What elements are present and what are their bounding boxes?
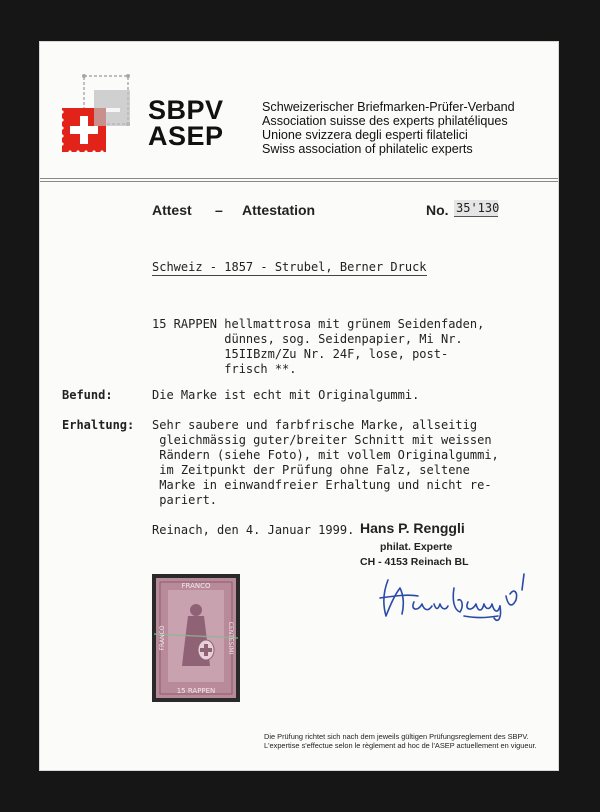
footer-line-fr: L'expertise s'effectue selon le règlement ad hoc de l'ASEP actuellement en vigueur. [264,741,537,750]
certificate-number-label: No. [426,202,449,218]
footer-note [264,732,537,750]
erhaltung-line: Rändern (siehe Foto), mit vollem Originalgummi, [152,448,499,462]
description-line: 15 RAPPEN hellmattrosa mit grünem Seidenfaden, [152,317,485,331]
stamp-left-text: FRANCO [159,625,166,651]
expert-name: Hans P. Renggli [360,520,465,536]
expert-address: CH - 4153 Reinach BL [360,556,469,568]
erhaltung-line: Marke in einwandfreier Erhaltung und nicht re- [152,478,492,492]
erhaltung-line: im Zeitpunkt der Prüfung ohne Falz, seltene [152,463,470,477]
divider-top-2 [40,181,558,182]
logo-asep-text: ASEP [148,121,224,151]
erhaltung-line: gleichmässig guter/breiter Schnitt mit weissen [152,433,492,447]
stamp-subject: Schweiz - 1857 - Strubel, Berner Druck [152,260,427,274]
expert-title: philat. Experte [380,541,453,553]
befund-text: Die Marke ist echt mit Originalgummi. [152,388,420,402]
attest-title-fr: Attestation [242,202,316,218]
attest-title-de: Attest [152,202,192,218]
logo-sbpv-text: SBPV [148,95,224,125]
signature-icon [374,566,534,624]
certificate-card [40,42,558,770]
association-name-it: Unione svizzera degli esperti filatelici [262,128,468,142]
erhaltung-label: Erhaltung: [62,418,135,432]
place-date: Reinach, den 4. Januar 1999. [152,523,355,537]
footer-line-de: Die Prüfung richtet sich nach dem jeweils gültigen Prüfungsreglement des SBPV. [264,732,529,741]
association-name-de: Schweizerischer Briefmarken-Prüfer-Verband [262,100,515,114]
sbpv-logo-icon [56,70,142,166]
erhaltung-line: pariert. [152,493,218,507]
description-line: frisch **. [152,362,297,376]
description-line: dünnes, sog. Seidenpapier, Mi Nr. [152,332,463,346]
description-line: 15IIBzm/Zu Nr. 24F, lose, post- [152,347,449,361]
erhaltung-text [152,418,499,508]
stamp-top-text: FRANCO [181,582,211,590]
certificate-number: 35'130 [456,201,500,215]
erhaltung-line: Sehr saubere und farbfrische Marke, allseitig [152,418,478,432]
stamp-bottom-text: 15 RAPPEN [176,687,216,695]
befund-label: Befund: [62,388,113,402]
association-name-fr: Association suisse des experts philatéliques [262,114,508,128]
divider-top [40,178,558,179]
stamp-photo [152,574,240,702]
stamp-right-text: CENTESIMI [227,621,234,655]
association-name-en: Swiss association of philatelic experts [262,142,473,156]
stamp-description [152,317,484,377]
association-names [262,100,515,156]
attest-title-dash: – [215,202,223,218]
